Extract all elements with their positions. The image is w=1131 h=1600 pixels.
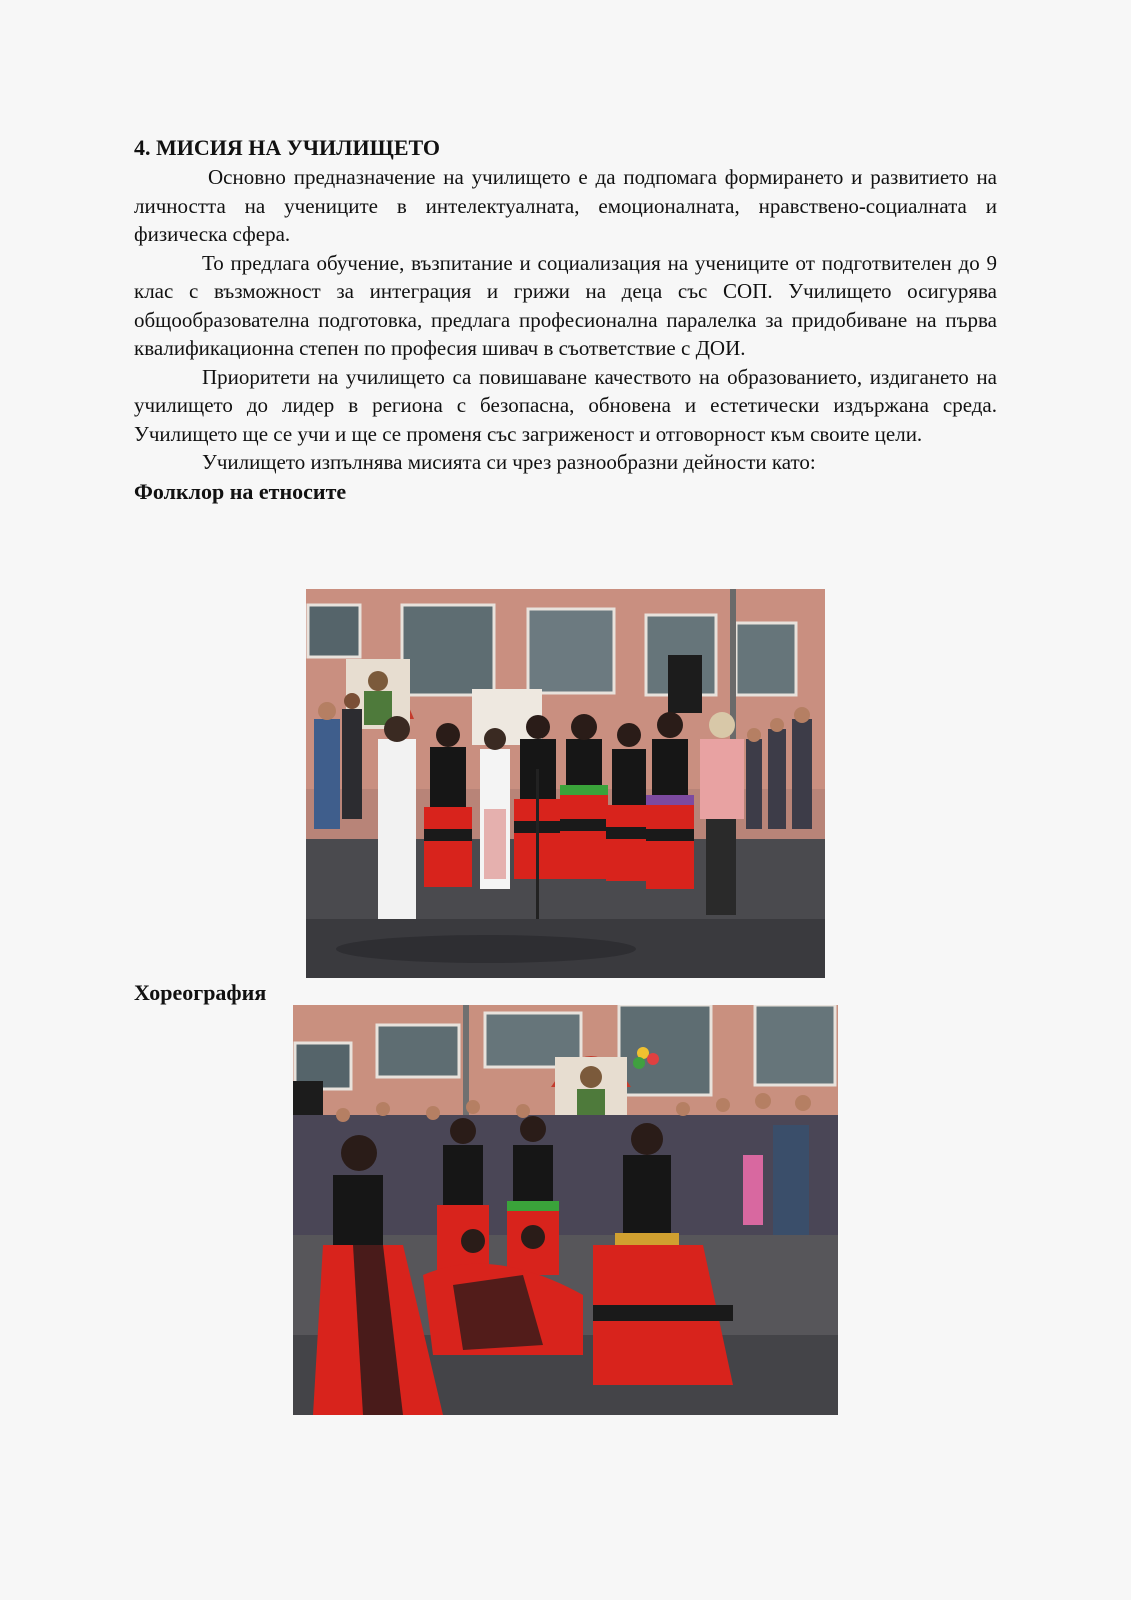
document-content: [134, 133, 997, 507]
section-heading: 4. МИСИЯ НА УЧИЛИЩЕТО: [134, 135, 441, 160]
paragraph-priorities: Приоритети на училището са повишаване качеството на образованието, издигането на училището до лидер в региона с безопасна, обновена и естетически издържана среда. Училището ще се учи и ще се променя със загриженост и отговорност към своите цели.: [134, 364, 997, 446]
subheading-folklore: Фолклор на етносите: [134, 478, 347, 504]
folklore-photo-illustration: [306, 589, 825, 978]
choreography-photo: [293, 1005, 838, 1415]
paragraph-education: То предлага обучение, възпитание и социализация на учениците от подготвителен до 9 клас с възможност за интеграция и грижи на деца със СОП. Училището осигурява общообразователна подготовка, предлага професионална паралелка за придобиване на първа квалификационна степен по професия шивач в съответствие с ДОИ.: [134, 250, 997, 360]
subheading-choreography: Хореография: [134, 980, 267, 1005]
choreography-photo-illustration: [293, 1005, 838, 1415]
folklore-photo: [306, 589, 825, 978]
paragraph-activities-intro: Училището изпълнява мисията си чрез разнообразни дейности като:: [202, 450, 816, 474]
paragraph-purpose: Основно предназначение на училището е да подпомага формирането и развитието на личността на учениците в интелектуалната, емоционалната, нравствено-социалната и физическа сфера.: [134, 165, 997, 246]
